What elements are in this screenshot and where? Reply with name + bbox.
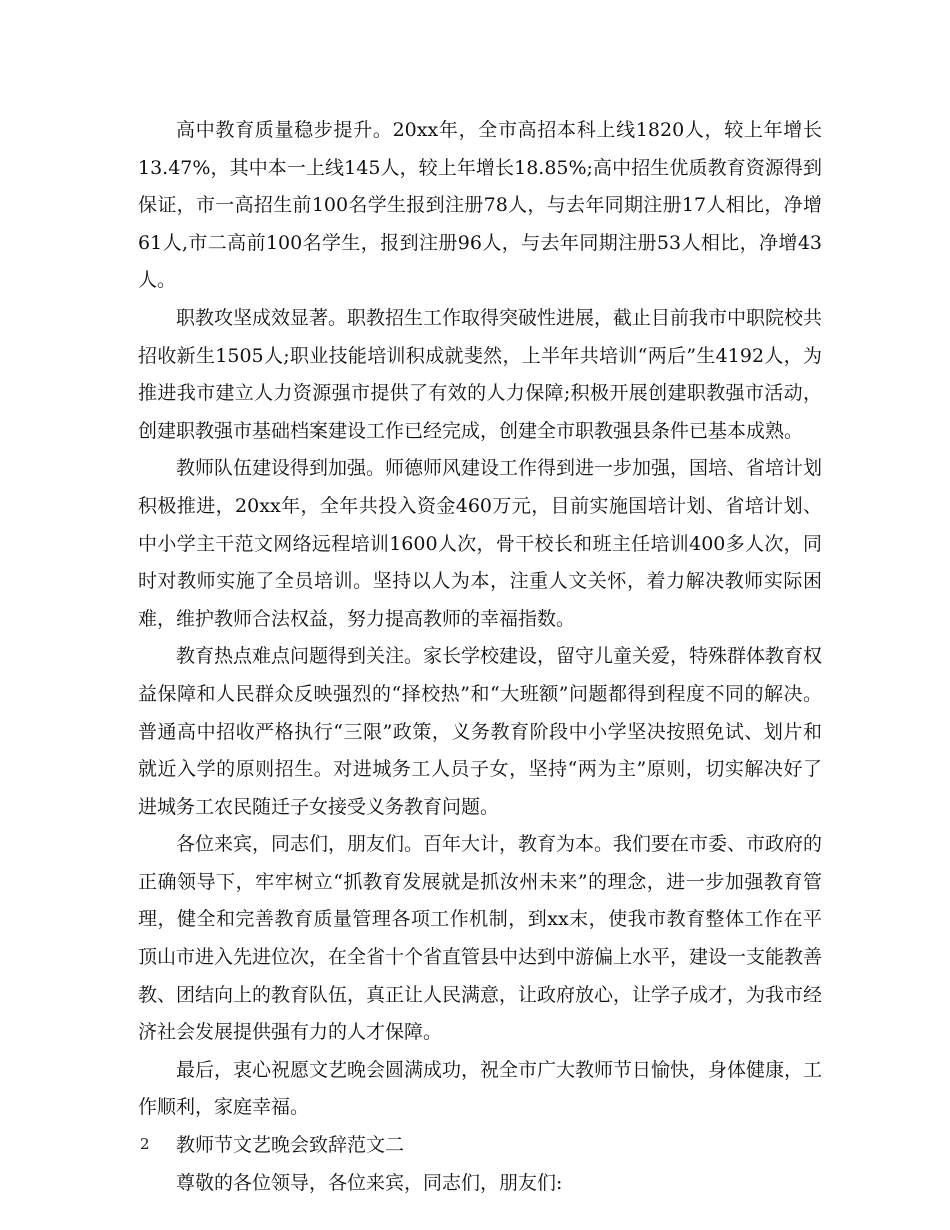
paragraph-salutation: 尊敬的各位领导，各位来宾，同志们，朋友们: [176,1171,563,1194]
paragraph-vocational-education: 职教攻坚成效显著。职教招生工作取得突破性进展，截止目前我市中职院校共招收新生1505人;职业技能培训积成就斐然，上半年共培训“两后”生4192人，为推进我市建立人力资源强市提供了有效的人力保障;积极开展创建职教强市活动，创建职教强市基础档案建设工作已经完成，创建全市职教强县条件已基本成熟。 [138,306,823,442]
section-title: 教师节文艺晚会致辞范文二 [176,1134,405,1157]
document-body [138,112,822,1202]
page-number: 2 [140,1135,150,1153]
paragraph-high-school-quality: 高中教育质量稳步提升。20xx年，全市高招本科上线1820人，较上年增长13.47%，其中本一上线145人，较上年增长18.85%;高中招生优质教育资源得到保证，市一高招生前100名学生报到注册78人，与去年同期注册17人相比，净增61人,市二高前100名学生，报到注册96人，与去年同期注册53人相比，净增43人。 [138,119,822,292]
paragraph-closing-wishes: 最后，衷心祝愿文艺晚会圆满成功，祝全市广大教师节日愉快，身体健康，工作顺利，家庭幸福。 [138,1058,823,1119]
paragraph-hot-issues: 教育热点难点问题得到关注。家长学校建设，留守儿童关爱，特殊群体教育权益保障和人民群众反映强烈的“择校热”和“大班额”问题都得到程度不同的解决。普通高中招收严格执行“三限”政策，义务教育阶段中小学坚决按照免试、划片和就近入学的原则招生。对进城务工人员子女，坚持“两为主”原则，切实解决好了进城务工农民随迁子女接受义务教育问题。 [138,645,823,818]
paragraph-teacher-team: 教师队伍建设得到加强。师德师风建设工作得到进一步加强，国培、省培计划积极推进，20xx年，全年共投入资金460万元，目前实施国培计划、省培计划、中小学主干范文网络远程培训1600人次，骨干校长和班主任培训400多人次，同时对教师实施了全员培训。坚持以人为本，注重人文关怀，着力解决教师实际困难，维护教师合法权益，努力提高教师的幸福指数。 [138,457,823,630]
paragraph-address-guests: 各位来宾，同志们，朋友们。百年大计，教育为本。我们要在市委、市政府的正确领导下，牢牢树立“抓教育发展就是抓汝州未来”的理念，进一步加强教育管理，健全和完善教育质量管理各项工作机制，到xx末，使我市教育整体工作在平顶山市进入先进位次，在全省十个省直管县中达到中游偏上水平，建设一支能教善教、团结向上的教育队伍，真正让人民满意，让政府放心，让学子成才，为我市经济社会发展提供强有力的人才保障。 [138,833,823,1044]
